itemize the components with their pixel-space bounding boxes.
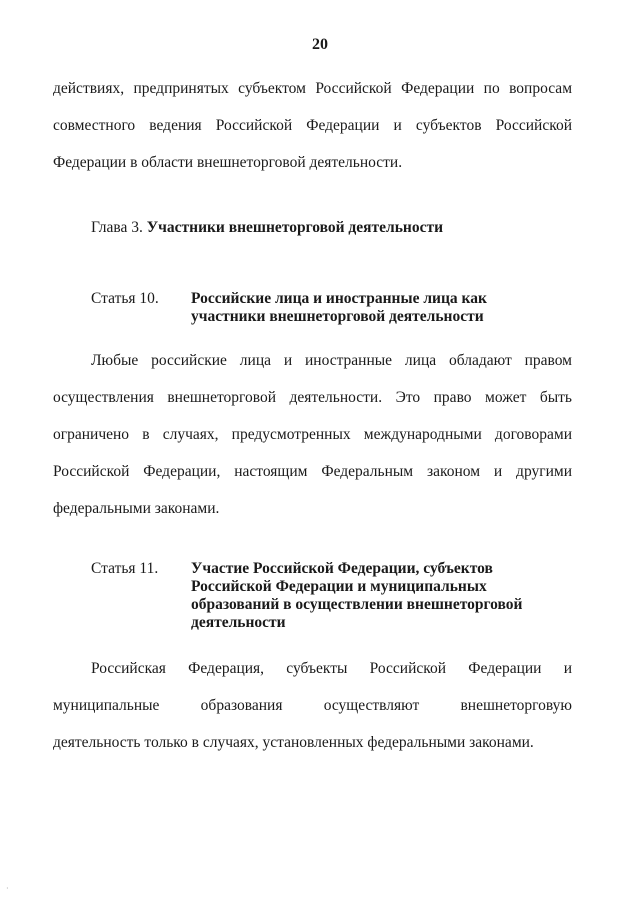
article-10-body-line-5: федеральными законами.: [53, 500, 220, 517]
intro-paragraph: [53, 70, 572, 181]
article-11-title-line-4: деятельности: [191, 614, 286, 631]
scan-corner-mark: ·: [6, 884, 9, 893]
article-10-title-line-2: участники внешнеторговой деятельности: [191, 308, 484, 325]
article-10-label: Статья 10.: [91, 290, 159, 307]
chapter-title: Участники внешнеторговой деятельности: [146, 219, 444, 236]
article-10-body-line-3: ограничено в случаях, предусмотренных международными договорами: [53, 426, 572, 443]
article-10-body-line-2: осуществления внешнеторговой деятельности. Это право может быть: [53, 389, 572, 406]
article-11-label: Статья 11.: [91, 560, 159, 577]
article-11-body: [53, 650, 572, 761]
page-number: 20: [312, 36, 328, 53]
article-10-body: [53, 342, 572, 527]
article-11-body-line-1: Российская Федерация, субъекты Российской Федерации и: [91, 660, 572, 677]
article-11-title-line-3: образований в осуществлении внешнеторговой: [191, 596, 523, 613]
article-10-body-line-4: Российской Федерации, настоящим Федеральным законом и другими: [53, 463, 572, 480]
intro-line-3: Федерации в области внешнеторговой деятельности.: [53, 154, 403, 171]
article-10-body-line-1: Любые российские лица и иностранные лица обладают правом: [91, 352, 572, 369]
chapter-label: Глава 3.: [91, 219, 143, 236]
article-11-body-line-3: деятельность только в случаях, установленных федеральными законами.: [53, 734, 534, 751]
article-10-title: [191, 290, 591, 326]
chapter-heading: [91, 219, 443, 237]
article-11-title-line-1: Участие Российской Федерации, субъектов: [191, 560, 493, 577]
intro-line-2: совместного ведения Российской Федерации и субъектов Российской: [53, 117, 572, 134]
article-10-title-line-1: Российские лица и иностранные лица как: [191, 290, 487, 307]
article-11-body-line-2: муниципальные образования осуществляют внешнеторговую: [53, 697, 572, 714]
article-11-title: [191, 560, 591, 632]
article-11-title-line-2: Российской Федерации и муниципальных: [191, 578, 487, 595]
intro-line-1: действиях, предпринятых субъектом Российской Федерации по вопросам: [53, 80, 572, 97]
